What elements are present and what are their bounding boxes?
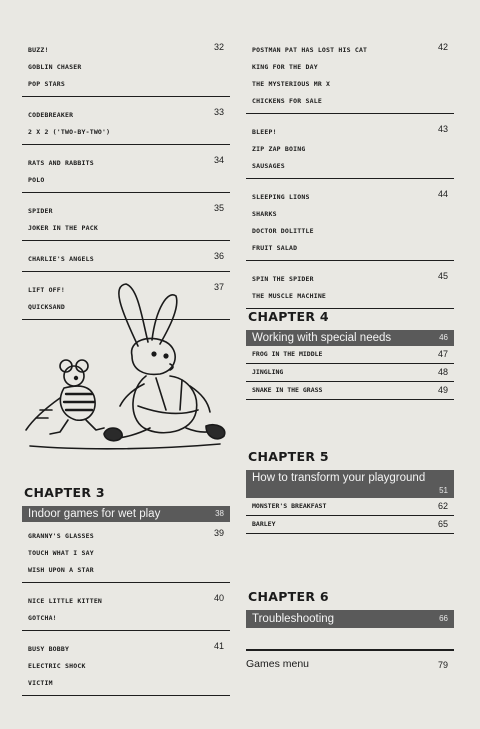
game-row[interactable] <box>246 516 454 534</box>
game-title[interactable]: WISH UPON A STAR <box>28 566 94 574</box>
contents-group <box>22 151 230 193</box>
chapter-5-heading: CHAPTER 5 <box>248 449 329 464</box>
games-menu-label: Games menu <box>246 658 310 670</box>
game-row[interactable] <box>246 346 454 364</box>
game-title[interactable]: FRUIT SALAD <box>252 244 298 252</box>
page-number: 49 <box>437 385 448 395</box>
game-title[interactable]: BLEEP! <box>252 128 277 136</box>
game-title[interactable]: SHARKS <box>252 210 277 218</box>
right-column <box>246 38 454 315</box>
game-row[interactable] <box>246 498 454 516</box>
contents-group <box>246 185 454 261</box>
game-title[interactable]: POLO <box>28 176 45 184</box>
game-title[interactable]: TOUCH WHAT I SAY <box>28 549 94 557</box>
game-title[interactable]: NICE LITTLE KITTEN <box>28 597 103 605</box>
game-title[interactable]: ELECTRIC SHOCK <box>28 662 86 670</box>
chapter-3-section <box>22 484 230 702</box>
games-menu-entry[interactable] <box>246 649 454 670</box>
page-number: 48 <box>437 367 448 377</box>
game-title[interactable]: GRANNY'S GLASSES <box>28 532 94 540</box>
chapter-6-section <box>246 588 454 628</box>
game-title[interactable]: SPIDER <box>28 207 53 215</box>
game-title: SNAKE IN THE GRASS <box>252 386 323 394</box>
game-title: MONSTER'S BREAKFAST <box>252 502 327 510</box>
game-title[interactable]: RATS AND RABBITS <box>28 159 94 167</box>
game-title[interactable]: VICTIM <box>28 679 53 687</box>
game-title[interactable]: POSTMAN PAT HAS LOST HIS CAT <box>252 46 368 54</box>
page-number: 45 <box>437 271 448 281</box>
chapter-3-heading: CHAPTER 3 <box>24 485 105 500</box>
game-title[interactable]: BUZZ! <box>28 46 49 54</box>
games-menu-page: 79 <box>437 660 448 670</box>
page-number: 47 <box>437 349 448 359</box>
game-title[interactable]: GOBLIN CHASER <box>28 63 82 71</box>
chapter-5-title-bar[interactable] <box>246 470 454 498</box>
page-number: 40 <box>213 593 224 603</box>
contents-group <box>22 589 230 631</box>
game-title: FROG IN THE MIDDLE <box>252 350 323 358</box>
game-title[interactable]: CODEBREAKER <box>28 111 74 119</box>
game-title[interactable]: SAUSAGES <box>252 162 285 170</box>
chapter-6-heading: CHAPTER 6 <box>248 589 329 604</box>
chapter-4-heading: CHAPTER 4 <box>248 309 329 324</box>
game-title[interactable]: QUICKSAND <box>28 303 66 311</box>
game-row[interactable] <box>246 382 454 400</box>
chapter-6-title: Troubleshooting <box>252 613 335 625</box>
game-title[interactable]: JOKER IN THE PACK <box>28 224 98 232</box>
rabbit-and-mouse-running-illustration <box>20 278 230 458</box>
chapter-5-section <box>246 448 454 534</box>
chapter-4-title-bar[interactable] <box>246 330 454 346</box>
contents-group <box>246 38 454 114</box>
game-title[interactable]: SPIN THE SPIDER <box>252 275 314 283</box>
page-number: 44 <box>437 189 448 199</box>
chapter-4-game-list <box>246 346 454 400</box>
game-title: BARLEY <box>252 520 276 528</box>
game-title[interactable]: POP STARS <box>28 80 66 88</box>
game-title[interactable]: THE MUSCLE MACHINE <box>252 292 327 300</box>
chapter-6-title-bar[interactable] <box>246 610 454 628</box>
chapter-4-section <box>246 308 454 400</box>
game-title[interactable]: 2 X 2 ('TWO-BY-TWO') <box>28 128 111 136</box>
game-title[interactable]: CHICKENS FOR SALE <box>252 97 322 105</box>
contents-group <box>22 247 230 272</box>
chapter-5-title: How to transform your playground <box>252 472 426 484</box>
page-number: 42 <box>437 42 448 52</box>
game-title: JINGLING <box>252 368 284 376</box>
game-title[interactable]: SLEEPING LIONS <box>252 193 310 201</box>
page-number: 32 <box>213 42 224 52</box>
game-row[interactable] <box>246 364 454 382</box>
chapter-4-title: Working with special needs <box>252 332 392 344</box>
chapter-5-game-list <box>246 498 454 534</box>
contents-group <box>246 267 454 309</box>
contents-group <box>22 103 230 145</box>
chapter-4-page: 46 <box>439 333 448 342</box>
contents-group <box>22 38 230 97</box>
game-title[interactable]: ZIP ZAP BOING <box>252 145 306 153</box>
page-number: 41 <box>213 641 224 651</box>
contents-group <box>22 524 230 583</box>
chapter-3-game-list <box>22 524 230 696</box>
page-number: 39 <box>213 528 224 538</box>
page-number: 62 <box>437 501 448 511</box>
game-title[interactable]: BUSY BOBBY <box>28 645 70 653</box>
game-title[interactable]: CHARLIE'S ANGELS <box>28 255 94 263</box>
page-number: 34 <box>213 155 224 165</box>
page-number: 36 <box>213 251 224 261</box>
chapter-6-page: 66 <box>439 614 448 623</box>
chapter-3-title: Indoor games for wet play <box>28 508 161 520</box>
contents-group <box>246 120 454 179</box>
page-number: 35 <box>213 203 224 213</box>
contents-group <box>22 199 230 241</box>
page-number: 43 <box>437 124 448 134</box>
game-title[interactable]: LIFT OFF! <box>28 286 66 294</box>
game-title[interactable]: KING FOR THE DAY <box>252 63 318 71</box>
game-title[interactable]: DOCTOR DOLITTLE <box>252 227 314 235</box>
game-title[interactable]: GOTCHA! <box>28 614 57 622</box>
right-game-list <box>246 38 454 309</box>
chapter-5-page: 51 <box>439 486 448 495</box>
chapter-3-title-bar[interactable] <box>22 506 230 522</box>
page-number: 33 <box>213 107 224 117</box>
contents-group <box>22 637 230 696</box>
page-number: 65 <box>437 519 448 529</box>
chapter-3-page: 38 <box>215 509 224 518</box>
game-title[interactable]: THE MYSTERIOUS MR X <box>252 80 331 88</box>
page-number: 37 <box>213 282 224 292</box>
